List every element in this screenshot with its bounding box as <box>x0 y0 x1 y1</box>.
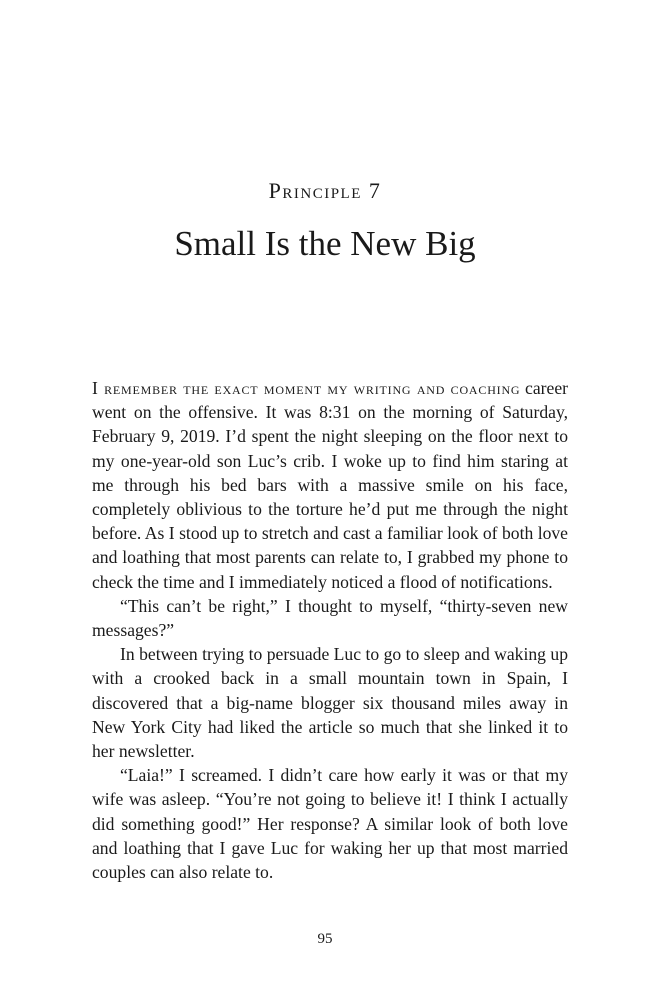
chapter-label: Principle 7 <box>268 178 382 203</box>
paragraph-3: In between trying to persuade Luc to go to sleep and waking up with a crooked back in a small mountain town in Spain, I discovered that a big-name blogger six thousand miles away in New York City had liked the article so much that she linked it to her newsletter. <box>92 644 568 762</box>
chapter-body <box>92 376 568 884</box>
page-number: 95 <box>317 931 333 947</box>
paragraph-4: “Laia!” I screamed. I didn’t care how early it was or that my wife was asleep. “You’re not going to believe it! I think I actually did something good!” Her response? A similar look of both love and loathing that I gave Luc for waking her up that most married couples can also relate to. <box>92 765 568 883</box>
chapter-title: Small Is the New Big <box>174 224 476 263</box>
paragraph-1 <box>92 376 568 594</box>
paragraph-text: career went on the offensive. It was 8:31 on the morning of Saturday, February 9, 2019. I’d spent the night sleeping on the floor next to my one-year-old son Luc’s crib. I woke up to find him staring at me through his bed bars with a massive smile on his face, completely oblivious to the torture he’d put me through the night before. As I stood up to stretch and cast a familiar look of both love and loathing that most parents can relate to, I grabbed my phone to check the time and I immediately noticed a flood of notifications. <box>92 378 568 592</box>
paragraph-lead-in: I remember the exact moment my writing and coaching <box>92 378 521 398</box>
paragraph-2: “This can’t be right,” I thought to myself, “thirty-seven new messages?” <box>92 595 568 641</box>
